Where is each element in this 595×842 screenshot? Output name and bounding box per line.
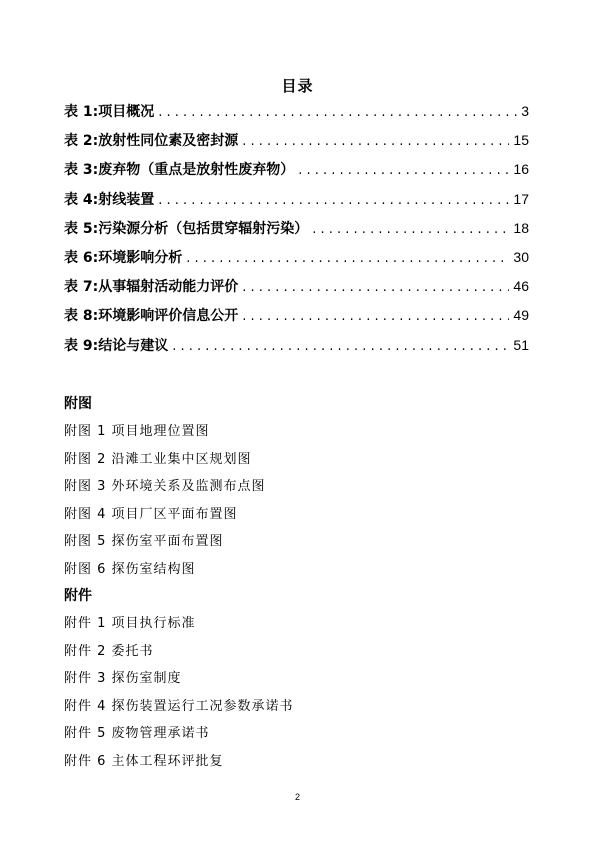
toc-entry[interactable] [64,130,529,159]
figures-heading: 附图 [64,396,92,412]
figure-item[interactable]: 附图 3 外环境关系及监测布点图 [64,479,266,494]
toc-entry-label: 表 9: [64,337,99,354]
toc-entry-title: 环境影响评价信息公开 [98,308,239,325]
toc-entry[interactable] [64,101,529,130]
toc-entry-label: 表 8: [64,308,99,325]
toc-entry-label: 表 6: [64,249,99,266]
toc-entry[interactable] [64,159,529,188]
toc-entry-title: 废弃物（重点是放射性废弃物） [98,162,295,179]
toc-entry-page: 3 [521,103,529,119]
attachment-item[interactable]: 附件 1 项目执行标准 [64,616,196,631]
toc-entry[interactable] [64,335,529,364]
figure-item[interactable]: 附图 5 探伤室平面布置图 [64,534,224,549]
figure-item[interactable]: 附图 1 项目地理位置图 [64,424,210,439]
toc-entry[interactable] [64,189,529,218]
attachment-item[interactable]: 附件 5 废物管理承诺书 [64,726,210,741]
toc-entry-label: 表 3: [64,162,99,179]
toc-entry[interactable] [64,218,529,247]
attachments-heading: 附件 [64,588,92,604]
toc-entry-page: 49 [513,307,529,324]
toc-leader-dots [186,251,509,266]
figure-item[interactable]: 附图 2 沿滩工业集中区规划图 [64,451,252,467]
toc-entry-title: 环境影响分析 [98,249,183,266]
attachment-item[interactable]: 附件 3 探伤室制度 [64,671,182,686]
toc-entry-page: 46 [513,278,529,295]
attachment-item[interactable]: 附件 2 委托书 [64,643,154,659]
toc-entry-label: 表 5: [64,220,99,237]
figure-item[interactable]: 附图 6 探伤室结构图 [64,561,196,577]
toc-leader-dots [172,339,509,354]
page-number: 2 [294,792,300,802]
table-of-contents [64,101,529,364]
toc-leader-dots [242,134,509,149]
page-title: 目录 [281,77,314,95]
toc-leader-dots [242,280,509,295]
toc-entry-title: 放射性同位素及密封源 [98,133,239,150]
toc-entry-title: 从事辐射活动能力评价 [98,279,239,296]
toc-leader-dots [158,193,509,208]
toc-entry-title: 污染源分析（包括贯穿辐射污染） [98,220,309,237]
toc-leader-dots [158,105,517,120]
figure-item[interactable]: 附图 4 项目厂区平面布置图 [64,506,238,522]
toc-entry-page: 18 [513,219,529,236]
toc-entry[interactable] [64,276,529,305]
toc-entry-page: 17 [513,190,529,207]
toc-leader-dots [242,309,509,324]
attachment-item[interactable]: 附件 6 主体工程环评批复 [64,753,224,769]
toc-entry[interactable] [64,247,529,276]
toc-entry-page: 16 [513,161,529,178]
attachment-item[interactable]: 附件 4 探伤装置运行工况参数承诺书 [64,698,294,714]
toc-leader-dots [298,163,509,178]
toc-entry-page: 15 [513,132,529,149]
attachments-list [64,612,294,777]
toc-entry-title: 结论与建议 [98,337,169,354]
toc-entry-page: 30 [513,248,529,265]
toc-entry-title: 射线装置 [98,191,155,208]
toc-entry-label: 表 4: [64,191,99,208]
toc-leader-dots [312,222,509,237]
toc-entry[interactable] [64,305,529,334]
toc-entry-page: 51 [513,336,529,353]
toc-entry-label: 表 2: [64,133,99,150]
toc-entry-title: 项目概况 [98,104,155,120]
figures-list [64,420,266,585]
toc-entry-label: 表 1: [64,104,99,120]
toc-entry-label: 表 7: [64,279,99,296]
